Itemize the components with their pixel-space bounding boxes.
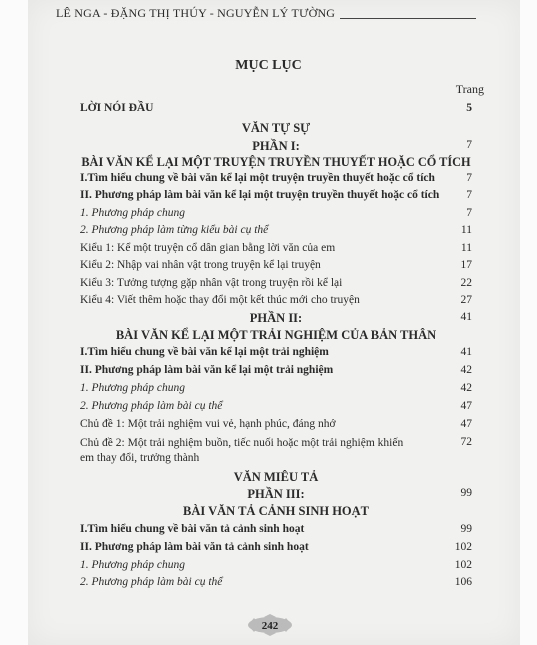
part-title: BÀI VĂN KỂ LẠI MỘT TRUYỆN TRUYỀN THUYẾT HOẶC CỔ TÍCH (81, 155, 471, 169)
toc-entry: 1. Phương pháp chung 102 (80, 559, 472, 571)
page-column-label: Trang (455, 82, 484, 96)
toc-entry: Kiểu 3: Tưởng tượng gặp nhân vật trong truyện rồi kể lại 22 (80, 277, 472, 289)
toc-entry: 2. Phương pháp làm từng kiểu bài cụ thể 11 (80, 224, 472, 236)
part-heading: PHẦN III: 99 (247, 487, 472, 501)
toc-entry: Kiểu 1: Kể một truyện cổ dân gian bằng lời văn của em 11 (80, 242, 472, 254)
page-number-ornament (246, 614, 294, 636)
part-heading: PHẦN II: 41 (249, 311, 472, 325)
toc-entry: LỜI NÓI ĐẦU 5 (80, 102, 472, 114)
toc-entry: II. Phương pháp làm bài văn kể lại một trải nghiệm 42 (80, 364, 472, 376)
page-number: 242 (261, 620, 279, 632)
section-heading: VĂN MIÊU TẢ (233, 470, 319, 484)
toc-entry: Chủ đề 2: Một trải nghiệm buồn, tiếc nuối hoặc một trải nghiệm khiến em thay đổi, trưởng thành 72 (80, 436, 472, 464)
toc-entry: 2. Phương pháp làm bài cụ thể 47 (80, 400, 472, 412)
toc-entry: Kiểu 4: Viết thêm hoặc thay đổi một kết thúc mới cho truyện 27 (80, 294, 472, 306)
toc-entry: II. Phương pháp làm bài văn tả cảnh sinh hoạt 102 (80, 541, 472, 553)
part-title: BÀI VĂN TẢ CẢNH SINH HOẠT (182, 504, 370, 518)
section-heading: VĂN TỰ SỰ (241, 121, 311, 135)
toc-entry: II. Phương pháp làm bài văn kể lại một truyện truyền thuyết hoặc cổ tích 7 (80, 189, 472, 201)
part-title: BÀI VĂN KỂ LẠI MỘT TRẢI NGHIỆM CỦA BẢN THÂN (115, 328, 437, 342)
toc-entry: 1. Phương pháp chung 7 (80, 207, 472, 219)
toc-entry: I.Tìm hiểu chung về bài văn tả cảnh sinh hoạt 99 (80, 523, 472, 535)
running-header: LÊ NGA - ĐẶNG THỊ THÚY - NGUYỄN LÝ TƯỜNG (56, 6, 336, 20)
toc-entry: I.Tìm hiểu chung về bài văn kể lại một truyện truyền thuyết hoặc cổ tích 7 (80, 172, 472, 184)
header-rule (340, 18, 476, 19)
toc-title: MỤC LỤC (235, 58, 302, 73)
toc-entry: Kiểu 2: Nhập vai nhân vật trong truyện kể lại truyện 17 (80, 259, 472, 271)
toc-entry: 2. Phương pháp làm bài cụ thể 106 (80, 576, 472, 588)
toc-entry: 1. Phương pháp chung 42 (80, 382, 472, 394)
toc-entry: I.Tìm hiểu chung về bài văn kể lại một trải nghiệm 41 (80, 346, 472, 358)
part-heading: PHẦN I: 7 (252, 139, 472, 153)
toc-entry: Chủ đề 1: Một trải nghiệm vui vẻ, hạnh phúc, đáng nhớ 47 (80, 418, 472, 430)
